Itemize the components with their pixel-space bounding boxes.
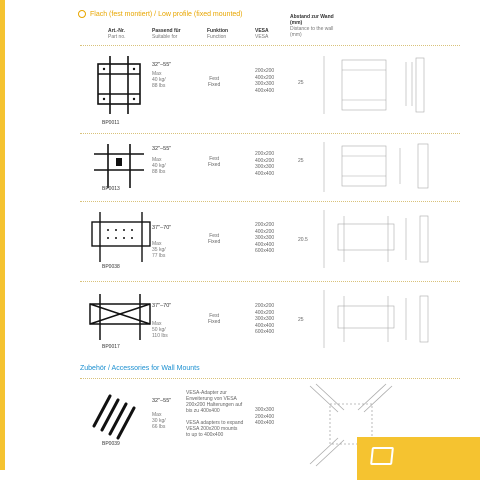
wall-distance: 20.5: [298, 237, 308, 243]
size-range: 32"–55": [152, 62, 172, 68]
col-header-vesa-en: VESA: [255, 34, 269, 40]
col-header-suitable: [152, 28, 181, 40]
wall-mount-image: [88, 208, 154, 266]
col-header-function-en: Function: [207, 34, 227, 40]
wall-mount-image: [88, 140, 148, 192]
max-load: Max 50 kg/ 110 lbs: [152, 321, 168, 339]
function-en: Fixed: [208, 319, 221, 325]
col-header-suitable-de: Passend für: [152, 28, 181, 34]
vesa-list: 200x200 400x200 300x300 400x400: [255, 151, 275, 177]
function-en: Fixed: [208, 82, 221, 88]
technical-drawing: [320, 204, 450, 276]
max-load: Max 40 kg/ 88 lbs: [152, 71, 166, 89]
corner-badge: [357, 437, 480, 480]
screen-corner-icon: [370, 447, 394, 465]
col-header-part-en: Part no.: [108, 34, 126, 40]
wall-distance: 25: [298, 317, 304, 323]
col-header-distance: [290, 14, 338, 38]
col-header-distance-de: Abstand zur Wand (mm): [290, 14, 334, 26]
col-header-part: [108, 28, 126, 40]
function: [208, 313, 220, 325]
section-title: Flach (fest montiert) / Low profile (fixed mounted): [90, 10, 243, 18]
vesa-list: 200x200 400x200 300x300 400x400 600x400: [255, 222, 275, 254]
part-number: BP0017: [102, 344, 120, 350]
row-divider: [80, 201, 460, 202]
row-divider: [80, 378, 460, 379]
function-de: Fest: [209, 156, 219, 162]
row-divider: [80, 281, 460, 282]
col-header-distance-en: Distance to the wall (mm): [290, 26, 334, 38]
function: [208, 76, 220, 88]
size-range: 32"–55": [152, 146, 172, 152]
wall-distance: 25: [298, 80, 304, 86]
part-number: BP0039: [102, 441, 120, 447]
part-number: BP0011: [102, 120, 120, 126]
technical-drawing: [320, 284, 450, 356]
max-load: Max 30 kg/ 66 lbs: [152, 412, 166, 430]
function: [208, 233, 220, 245]
size-range: 37"–70": [152, 225, 172, 231]
function-de: Fest: [209, 233, 219, 239]
function-en: Fixed: [208, 239, 221, 245]
function: [208, 156, 220, 168]
vesa-list: 200x200 400x200 300x300 400x400 600x400: [255, 303, 275, 335]
technical-drawing: [320, 46, 450, 126]
part-number: BP0038: [102, 264, 120, 270]
function-de: Fest: [209, 313, 219, 319]
adapter-description-de: VESA-Adapter zur Erweiterung von VESA 200x200 Halterungen auf bis zu 400x400: [186, 390, 243, 414]
part-number: BP0013: [102, 186, 120, 192]
wall-distance: 25: [298, 158, 304, 164]
col-header-function: [207, 28, 228, 40]
col-header-vesa: [255, 28, 269, 40]
technical-drawing: [320, 134, 450, 198]
circle-bullet-icon: [78, 10, 86, 18]
function-en: Fixed: [208, 162, 221, 168]
col-header-vesa-de: VESA: [255, 28, 269, 34]
section-header: [78, 10, 243, 18]
vesa-list: 300x300 200x400 400x400: [255, 407, 275, 426]
max-load: Max 35 kg/ 77 lbs: [152, 241, 166, 259]
wall-mount-image: [88, 52, 148, 118]
col-header-suitable-en: Suitable for: [152, 34, 178, 40]
vesa-adapter-image: [88, 386, 148, 442]
size-range: 37"–70": [152, 303, 172, 309]
size-range: 32"–55": [152, 398, 172, 404]
wall-mount-image: [84, 290, 156, 344]
vesa-list: 200x200 400x200 300x300 400x400: [255, 68, 275, 94]
col-header-part-de: Art.-Nr.: [108, 28, 125, 34]
max-load: Max 40 kg/ 88 lbs: [152, 157, 166, 175]
accessories-header: Zubehör / Accessories for Wall Mounts: [80, 365, 200, 372]
adapter-description-en: VESA adapters to expand VESA 200x200 mounts to up to 400x400: [186, 420, 244, 438]
function-de: Fest: [209, 76, 219, 82]
col-header-function-de: Funktion: [207, 28, 229, 34]
page-edge-stripe: [0, 0, 5, 470]
